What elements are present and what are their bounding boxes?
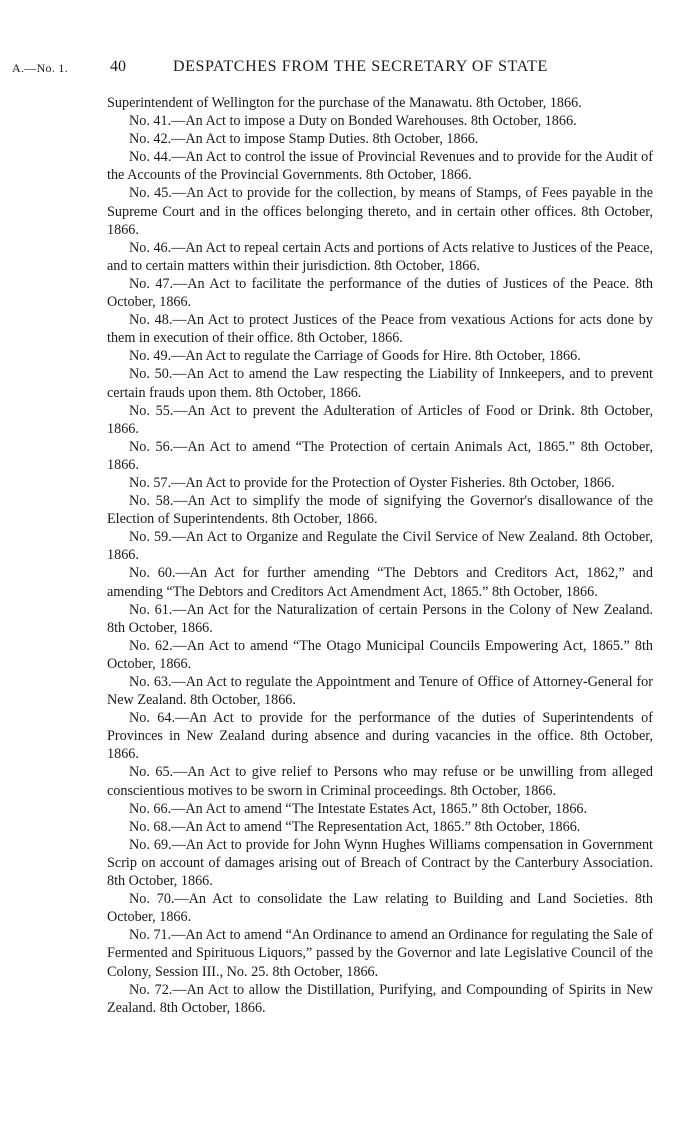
act-entry: No. 45.—An Act to provide for the collection, by means of Stamps, of Fees payable in the Supreme Court and in the offices belonging thereto, and in certain other offices. 8th October, 1866. bbox=[107, 185, 653, 238]
act-entry: No. 44.—An Act to control the issue of Provincial Revenues and to provide for the Audit of the Accounts of the Provincial Governments. 8th October, 1866. bbox=[107, 149, 653, 184]
act-entry: No. 63.—An Act to regulate the Appointment and Tenure of Office of Attorney-General for New Zealand. 8th October, 1866. bbox=[107, 674, 653, 709]
act-entry: No. 57.—An Act to provide for the Protection of Oyster Fisheries. 8th October, 1866. bbox=[129, 474, 615, 491]
running-title: DESPATCHES FROM THE SECRETARY OF STATE bbox=[173, 58, 548, 75]
act-entry: No. 68.—An Act to amend “The Representation Act, 1865.” 8th October, 1866. bbox=[129, 818, 581, 835]
act-entry: No. 50.—An Act to amend the Law respecting the Liability of Innkeepers, and to prevent certain frauds upon them. 8th October, 1866. bbox=[107, 366, 653, 401]
document-body bbox=[107, 94, 653, 1017]
act-entry: No. 71.—An Act to amend “An Ordinance to amend an Ordinance for regulating the Sale of Fermented and Spirituous Liquors,” passed by the Governor and late Legislative Council of the Colony, Session III., No. 25. 8th October, 1866. bbox=[107, 927, 653, 980]
act-entry: No. 65.—An Act to give relief to Persons who may refuse or be unwilling from alleged conscientious motives to be sworn in Criminal proceedings. 8th October, 1866. bbox=[107, 764, 653, 799]
act-entry: No. 46.—An Act to repeal certain Acts and portions of Acts relative to Justices of the Peace, and to certain matters within their jurisdiction. 8th October, 1866. bbox=[107, 239, 653, 274]
act-entry: No. 55.—An Act to prevent the Adulteration of Articles of Food or Drink. 8th October, 1866. bbox=[107, 402, 653, 437]
act-entry: No. 66.—An Act to amend “The Intestate Estates Act, 1865.” 8th October, 1866. bbox=[129, 800, 588, 817]
page-number: 40 bbox=[110, 58, 126, 75]
act-entry: No. 59.—An Act to Organize and Regulate the Civil Service of New Zealand. 8th October, 1866. bbox=[107, 529, 653, 564]
act-entry: No. 72.—An Act to allow the Distillation, Purifying, and Compounding of Spirits in New Zealand. 8th October, 1866. bbox=[107, 981, 653, 1016]
act-entry: No. 49.—An Act to regulate the Carriage of Goods for Hire. 8th October, 1866. bbox=[129, 348, 581, 365]
act-entry: No. 62.—An Act to amend “The Otago Municipal Councils Empowering Act, 1865.” 8th October, 1866. bbox=[107, 637, 653, 672]
paper-reference: A.—No. 1. bbox=[12, 61, 69, 75]
act-entry: No. 64.—An Act to provide for the performance of the duties of Superintendents of Provinces in New Zealand during absence and during vacancies in the office. 8th October, 1866. bbox=[107, 710, 653, 763]
act-entry: No. 60.—An Act for further amending “The Debtors and Creditors Act, 1862,” and amending “The Debtors and Creditors Act Amendment Act, 1865.” 8th October, 1866. bbox=[107, 565, 653, 600]
act-entry: No. 61.—An Act for the Naturalization of certain Persons in the Colony of New Zealand. 8th October, 1866. bbox=[107, 601, 653, 636]
act-entry: No. 48.—An Act to protect Justices of the Peace from vexatious Actions for acts done by them in execution of their office. 8th October, 1866. bbox=[107, 312, 653, 347]
act-entry: No. 58.—An Act to simplify the mode of signifying the Governor's disallowance of the Election of Superintendents. 8th October, 1866. bbox=[107, 493, 653, 528]
continuation-paragraph: Superintendent of Wellington for the purchase of the Manawatu. 8th October, 1866. bbox=[107, 95, 582, 111]
page-header bbox=[0, 58, 700, 82]
act-entry: No. 56.—An Act to amend “The Protection of certain Animals Act, 1865.” 8th October, 1866. bbox=[107, 438, 653, 473]
act-entry: No. 69.—An Act to provide for John Wynn Hughes Williams compensation in Government Scrip on account of damages arising out of Breach of Contract by the Canterbury Association. 8th October, 1866. bbox=[107, 836, 653, 890]
act-entry: No. 47.—An Act to facilitate the performance of the duties of Justices of the Peace. 8th October, 1866. bbox=[107, 275, 653, 311]
act-entry: No. 70.—An Act to consolidate the Law relating to Building and Land Societies. 8th October, 1866. bbox=[107, 891, 653, 926]
act-entry: No. 41.—An Act to impose a Duty on Bonded Warehouses. 8th October, 1866. bbox=[129, 113, 577, 130]
act-entry: No. 42.—An Act to impose Stamp Duties. 8th October, 1866. bbox=[129, 131, 479, 148]
